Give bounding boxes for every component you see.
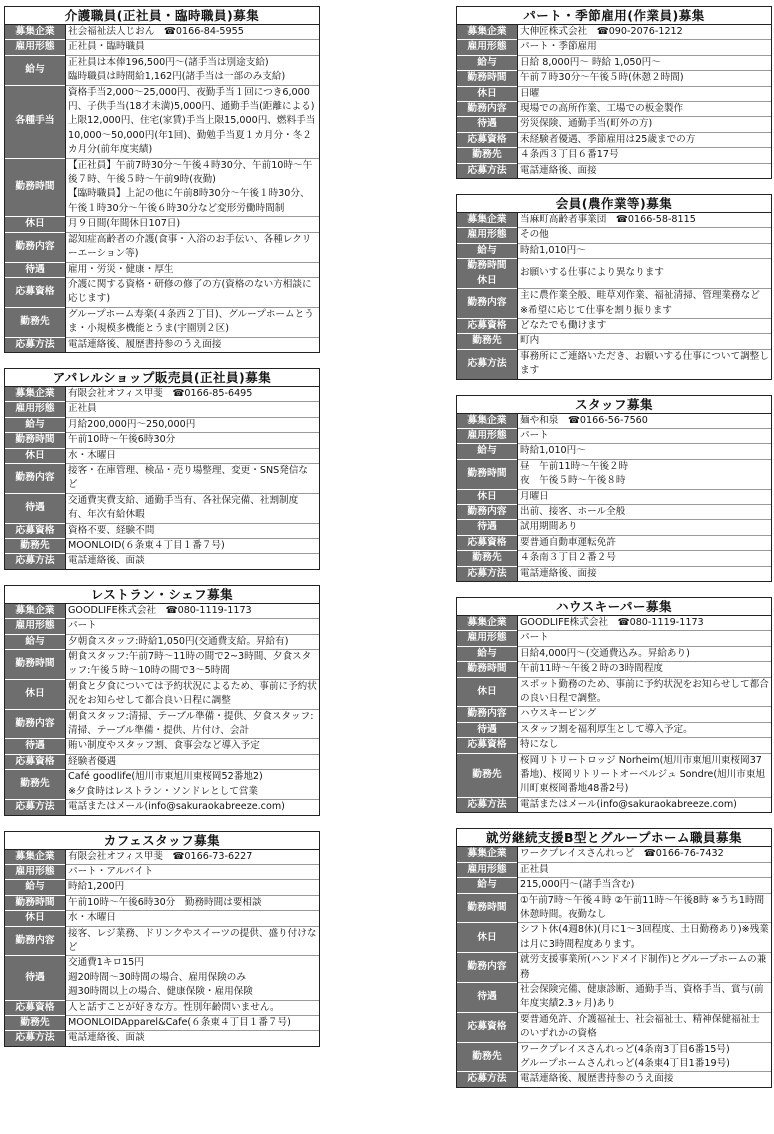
table-row bbox=[5, 463, 319, 493]
row-value: 日曜 bbox=[518, 86, 772, 101]
table-row bbox=[457, 71, 771, 86]
row-label: 募集企業 bbox=[457, 213, 518, 228]
table-row bbox=[457, 504, 771, 519]
row-value: 日給 8,000円〜 時給 1,050円〜 bbox=[518, 55, 772, 70]
table-row bbox=[457, 1072, 771, 1087]
row-value: 接客・在庫管理、検品・売り場整理、変更・SNS発信など bbox=[66, 463, 320, 493]
row-label: 勤務内容 bbox=[5, 709, 66, 739]
table-row bbox=[457, 459, 771, 489]
row-label: 雇用形態 bbox=[457, 228, 518, 243]
right-column bbox=[456, 6, 772, 1103]
row-label: 応募方法 bbox=[5, 800, 66, 815]
table-row bbox=[457, 722, 771, 737]
row-value: パート bbox=[66, 619, 320, 634]
table-row bbox=[457, 25, 771, 40]
table-row bbox=[5, 25, 319, 40]
table-row bbox=[457, 566, 771, 581]
row-label: 勤務先 bbox=[457, 551, 518, 566]
job-listing-title: アパレルショップ販売員(正社員)募集 bbox=[5, 369, 319, 387]
row-value: グループホーム寿楽(４条西２丁目)、グループホームとうま・小規模多機能とうま(宇園別２区) bbox=[66, 307, 320, 337]
row-value: パート・季節雇用 bbox=[518, 40, 772, 55]
table-row bbox=[457, 259, 771, 289]
table-row bbox=[457, 318, 771, 333]
job-listing bbox=[456, 194, 772, 379]
row-value: 電話連絡後、履歴書持参のうえ面接 bbox=[66, 337, 320, 352]
row-value: お願いする仕事により異なります bbox=[518, 259, 772, 289]
row-value: 有限会社オフィス甲斐 ☎0166-85-6495 bbox=[66, 387, 320, 402]
row-label: 休日 bbox=[5, 217, 66, 232]
row-value: 215,000円〜(諸手当含む) bbox=[518, 878, 772, 893]
row-label: 給与 bbox=[457, 444, 518, 459]
row-label: 応募資格 bbox=[457, 132, 518, 147]
row-label: 雇用形態 bbox=[5, 40, 66, 55]
job-detail-table bbox=[5, 604, 319, 815]
row-label: 勤務先 bbox=[457, 1042, 518, 1072]
row-label: 応募方法 bbox=[457, 797, 518, 812]
row-value: 日給4,000円〜(交通費込み。昇給あり) bbox=[518, 646, 772, 661]
row-value: 接客、レジ業務、ドリンクやスイーツの提供、盛り付けなど bbox=[66, 926, 320, 956]
table-row bbox=[5, 679, 319, 709]
table-row bbox=[5, 754, 319, 769]
row-value: ４条南３丁目２番２号 bbox=[518, 551, 772, 566]
job-listing bbox=[4, 6, 320, 353]
row-label: 給与 bbox=[457, 55, 518, 70]
row-value: MOONLOIDApparel&Cafe(６条東４丁目１番７号) bbox=[66, 1015, 320, 1030]
table-row bbox=[457, 228, 771, 243]
row-label: 休日 bbox=[457, 86, 518, 101]
table-row bbox=[5, 850, 319, 865]
job-detail-table bbox=[457, 847, 771, 1087]
table-row bbox=[5, 217, 319, 232]
row-value: 交通費実費支給、通勤手当有、各社保完備、社割制度有、年次有給休暇 bbox=[66, 493, 320, 523]
table-row bbox=[5, 554, 319, 569]
row-value: 桜岡リトリートロッジ Norheim(旭川市東旭川東桜岡37番地)、桜岡リトリートオーベルジュ Sondre(旭川市東旭川町東桜岡番地48番2号) bbox=[518, 753, 772, 797]
row-label: 募集企業 bbox=[5, 850, 66, 865]
row-label: 給与 bbox=[5, 880, 66, 895]
row-value: 月９日間(年間休日107日) bbox=[66, 217, 320, 232]
row-label: 募集企業 bbox=[5, 25, 66, 40]
row-label: 待遇 bbox=[457, 117, 518, 132]
table-row bbox=[5, 619, 319, 634]
row-value: 昼 午前11時〜午後２時 夜 午後５時〜午後８時 bbox=[518, 459, 772, 489]
table-row bbox=[5, 539, 319, 554]
row-label: 待遇 bbox=[457, 722, 518, 737]
row-label: 勤務内容 bbox=[457, 504, 518, 519]
job-listing-title: 会員(農作業等)募集 bbox=[457, 195, 771, 213]
left-column bbox=[4, 6, 320, 1062]
table-row bbox=[457, 414, 771, 429]
row-label: 休日 bbox=[457, 489, 518, 504]
job-detail-table bbox=[5, 850, 319, 1046]
row-value: 未経験者優遇、季節雇用は25歳までの方 bbox=[518, 132, 772, 147]
row-value: 【正社員】午前7時30分〜午後４時30分、午前10時〜午後７時、午後５時〜午前9時(夜勤) 【臨時職員】上記の他に午前8時30分〜午後１時30分、午後１時30分〜午後６時30分など変形労働時間制 bbox=[66, 158, 320, 217]
table-row bbox=[457, 243, 771, 258]
row-label: 給与 bbox=[5, 417, 66, 432]
job-detail-table bbox=[457, 25, 771, 178]
table-row bbox=[5, 709, 319, 739]
table-row bbox=[5, 387, 319, 402]
row-value: 朝食と夕食については予約状況によるため、事前に予約状況をお知らせして都合良い日程に調整 bbox=[66, 679, 320, 709]
table-row bbox=[457, 847, 771, 862]
row-label: 応募資格 bbox=[5, 277, 66, 307]
job-detail-table bbox=[457, 213, 771, 378]
table-row bbox=[457, 631, 771, 646]
table-row bbox=[5, 1000, 319, 1015]
row-label: 給与 bbox=[5, 55, 66, 85]
table-row bbox=[457, 489, 771, 504]
table-row bbox=[457, 982, 771, 1012]
job-listing bbox=[456, 597, 772, 813]
table-row bbox=[457, 878, 771, 893]
row-value: 午前10時〜午後6時30分 bbox=[66, 433, 320, 448]
row-value: 電話連絡後、面談 bbox=[66, 1031, 320, 1046]
row-label: 応募方法 bbox=[5, 337, 66, 352]
table-row bbox=[457, 1012, 771, 1042]
row-label: 応募資格 bbox=[5, 754, 66, 769]
row-value: 電話連絡後、面談 bbox=[66, 554, 320, 569]
job-listing-title: レストラン・シェフ募集 bbox=[5, 586, 319, 604]
row-value: GOODLIFE株式会社 ☎080-1119-1173 bbox=[518, 616, 772, 631]
row-label: 勤務時間 bbox=[5, 433, 66, 448]
row-value: ワークプレイスさんれっど(4条南3丁目6番15号) グループホームさんれっど(4条東4丁目1番19号) bbox=[518, 1042, 772, 1072]
table-row bbox=[5, 262, 319, 277]
table-row bbox=[5, 402, 319, 417]
row-label: 勤務内容 bbox=[5, 926, 66, 956]
table-row bbox=[5, 307, 319, 337]
row-label: 応募方法 bbox=[5, 554, 66, 569]
row-value: 月曜日 bbox=[518, 489, 772, 504]
table-row bbox=[5, 85, 319, 158]
table-row bbox=[5, 864, 319, 879]
row-label: 待遇 bbox=[5, 262, 66, 277]
table-row bbox=[5, 739, 319, 754]
row-label: 待遇 bbox=[457, 982, 518, 1012]
job-listing bbox=[4, 368, 320, 570]
table-row bbox=[457, 40, 771, 55]
row-label: 応募方法 bbox=[5, 1031, 66, 1046]
row-value: 事務所にご連絡いただき、お願いする仕事について調整します bbox=[518, 349, 772, 378]
table-row bbox=[5, 417, 319, 432]
job-listing-title: カフェスタッフ募集 bbox=[5, 832, 319, 850]
table-row bbox=[457, 102, 771, 117]
table-row bbox=[5, 1015, 319, 1030]
row-label: 待遇 bbox=[5, 493, 66, 523]
row-label: 勤務時間 bbox=[5, 895, 66, 910]
job-listing-title: スタッフ募集 bbox=[457, 396, 771, 414]
row-label: 応募資格 bbox=[457, 738, 518, 753]
row-value: 労災保険、通勤手当(町外の方) bbox=[518, 117, 772, 132]
table-row bbox=[5, 895, 319, 910]
table-row bbox=[5, 277, 319, 307]
table-row bbox=[457, 334, 771, 349]
table-row bbox=[457, 677, 771, 707]
job-detail-table bbox=[457, 414, 771, 581]
job-detail-table bbox=[457, 616, 771, 812]
row-label: 応募方法 bbox=[457, 163, 518, 178]
job-listing bbox=[4, 831, 320, 1047]
table-row bbox=[457, 132, 771, 147]
table-row bbox=[457, 444, 771, 459]
table-row bbox=[457, 163, 771, 178]
row-value: 賄い制度やスタッフ割、食事会など導入予定 bbox=[66, 739, 320, 754]
table-row bbox=[457, 148, 771, 163]
row-label: 勤務時間 bbox=[457, 893, 518, 923]
row-value: 社会福祉法人じおん ☎0166-84-5955 bbox=[66, 25, 320, 40]
row-value: 午前７時30分〜午後５時(休憩２時間) bbox=[518, 71, 772, 86]
job-listing bbox=[4, 585, 320, 816]
row-label: 雇用形態 bbox=[5, 402, 66, 417]
row-label: 募集企業 bbox=[457, 25, 518, 40]
row-label: 勤務先 bbox=[5, 539, 66, 554]
row-value: 試用期間あり bbox=[518, 520, 772, 535]
row-label: 勤務内容 bbox=[457, 707, 518, 722]
table-row bbox=[5, 448, 319, 463]
table-row bbox=[457, 707, 771, 722]
job-listing bbox=[456, 395, 772, 582]
table-row bbox=[457, 349, 771, 378]
table-row bbox=[457, 953, 771, 983]
row-label: 勤務時間 bbox=[457, 71, 518, 86]
row-value: 社会保険完備、健康診断、通勤手当、資格手当、賞与(前年度実績2.3ヶ月)あり bbox=[518, 982, 772, 1012]
table-row bbox=[457, 893, 771, 923]
row-value: 主に農作業全般、畦草刈作業、福祉清掃、管理業務など ※希望に応じて仕事を割り振ります bbox=[518, 289, 772, 319]
row-value: 午前10時〜午後6時30分 勤務時間は要相談 bbox=[66, 895, 320, 910]
row-value: スタッフ割を福利厚生として導入予定。 bbox=[518, 722, 772, 737]
row-value: 就労支援事業所(ハンドメイド制作)とグループホームの兼務 bbox=[518, 953, 772, 983]
row-label: 勤務内容 bbox=[457, 953, 518, 983]
row-label: 応募資格 bbox=[5, 523, 66, 538]
job-listing-title: 介護職員(正社員・臨時職員)募集 bbox=[5, 7, 319, 25]
row-label: 休日 bbox=[457, 677, 518, 707]
row-value: 電話またはメール(info@sakuraokabreeze.com) bbox=[518, 797, 772, 812]
row-value: 午前11時〜午後２時の3時間程度 bbox=[518, 662, 772, 677]
table-row bbox=[457, 616, 771, 631]
table-row bbox=[5, 40, 319, 55]
row-value: 正社員・臨時職員 bbox=[66, 40, 320, 55]
row-value: MOONLOID(６条東４丁目１番７号) bbox=[66, 539, 320, 554]
row-value: パート・アルバイト bbox=[66, 864, 320, 879]
table-row bbox=[5, 158, 319, 217]
row-label: 勤務先 bbox=[5, 1015, 66, 1030]
row-value: 電話連絡後、履歴書持参のうえ面接 bbox=[518, 1072, 772, 1087]
row-value: 水・木曜日 bbox=[66, 911, 320, 926]
row-value: 朝食スタッフ:午前7時〜11時の間で2~3時間、夕食スタッフ:午後５時〜10時の間で3〜5時間 bbox=[66, 650, 320, 680]
row-label: 勤務先 bbox=[457, 334, 518, 349]
row-label: 募集企業 bbox=[5, 604, 66, 619]
row-value: どなたでも働けます bbox=[518, 318, 772, 333]
row-value: 大伸匠株式会社 ☎090-2076-1212 bbox=[518, 25, 772, 40]
table-row bbox=[5, 956, 319, 1000]
job-listing-title: 就労継続支援B型とグループホーム職員募集 bbox=[457, 829, 771, 847]
table-row bbox=[5, 433, 319, 448]
table-row bbox=[5, 604, 319, 619]
table-row bbox=[457, 923, 771, 953]
row-label: 勤務時間 bbox=[457, 662, 518, 677]
table-row bbox=[457, 753, 771, 797]
row-value: 時給1,200円 bbox=[66, 880, 320, 895]
job-detail-table bbox=[5, 25, 319, 352]
row-label: 勤務内容 bbox=[457, 102, 518, 117]
row-label: 勤務内容 bbox=[5, 463, 66, 493]
row-value: 認知症高齢者の介護(食事・入浴のお手伝い、各種レクリーエーション等) bbox=[66, 232, 320, 262]
job-listing-title: ハウスキーパー募集 bbox=[457, 598, 771, 616]
row-value: 夕朝食スタッフ:時給1,050円(交通費支給。昇給有) bbox=[66, 634, 320, 649]
row-label: 給与 bbox=[457, 646, 518, 661]
row-value: 資格不要、経験不問 bbox=[66, 523, 320, 538]
table-row bbox=[5, 650, 319, 680]
job-listing bbox=[456, 828, 772, 1088]
job-listing bbox=[456, 6, 772, 179]
row-value: 電話連絡後、面接 bbox=[518, 163, 772, 178]
row-label: 勤務先 bbox=[5, 307, 66, 337]
row-value: 有限会社オフィス甲斐 ☎0166-73-6227 bbox=[66, 850, 320, 865]
table-row bbox=[457, 428, 771, 443]
row-label: 勤務内容 bbox=[457, 289, 518, 319]
row-value: ４条西３丁目６番17号 bbox=[518, 148, 772, 163]
table-row bbox=[5, 1031, 319, 1046]
row-value: 現場での高所作業、工場での板金製作 bbox=[518, 102, 772, 117]
table-row bbox=[5, 634, 319, 649]
table-row bbox=[457, 551, 771, 566]
table-row bbox=[5, 523, 319, 538]
row-label: 勤務内容 bbox=[5, 232, 66, 262]
table-row bbox=[5, 800, 319, 815]
table-row bbox=[457, 646, 771, 661]
table-row bbox=[5, 493, 319, 523]
row-label: 募集企業 bbox=[457, 847, 518, 862]
row-label: 勤務時間 休日 bbox=[457, 259, 518, 289]
row-label: 待遇 bbox=[5, 739, 66, 754]
row-value: 水・木曜日 bbox=[66, 448, 320, 463]
row-value: スポット勤務のため、事前に予約状況をお知らせして都合の良い日程で調整。 bbox=[518, 677, 772, 707]
table-row bbox=[457, 662, 771, 677]
row-value: 資格手当2,000〜25,000円、夜勤手当１回につき6,000円、子供手当(18才未満)5,000円、通勤手当(距離による)上限12,000円、住宅(家賃)手当上限15,000円、燃料手当10,000〜50,000円(年1回)、勤勉手当夏１カ月分・冬２カ月分(前年度実績) bbox=[66, 85, 320, 158]
row-value: 正社員 bbox=[518, 862, 772, 877]
row-label: 給与 bbox=[5, 634, 66, 649]
table-row bbox=[5, 911, 319, 926]
row-label: 給与 bbox=[457, 878, 518, 893]
row-label: 勤務先 bbox=[457, 148, 518, 163]
row-value: 町内 bbox=[518, 334, 772, 349]
row-value: シフト休(4週8休)(月に1〜3回程度、土日勤務あり)※残業は月に3時間程度あります。 bbox=[518, 923, 772, 953]
row-value: 麺や和泉 ☎0166-56-7560 bbox=[518, 414, 772, 429]
row-value: Café goodlife(旭川市東旭川東桜岡52番地2) ※夕食時はレストラン・ソンドレとして営業 bbox=[66, 770, 320, 800]
table-row bbox=[5, 55, 319, 85]
row-value: 出前、接客、ホール全般 bbox=[518, 504, 772, 519]
row-label: 給与 bbox=[457, 243, 518, 258]
row-label: 募集企業 bbox=[457, 414, 518, 429]
table-row bbox=[457, 86, 771, 101]
row-label: 応募資格 bbox=[457, 318, 518, 333]
row-label: 募集企業 bbox=[5, 387, 66, 402]
row-label: 待遇 bbox=[5, 956, 66, 1000]
row-label: 勤務先 bbox=[457, 753, 518, 797]
row-value: 時給1,010円〜 bbox=[518, 444, 772, 459]
row-value: 要普通免許、介護福祉士、社会福祉士、精神保健福祉士のいずれかの資格 bbox=[518, 1012, 772, 1042]
row-value: パート bbox=[518, 428, 772, 443]
row-label: 応募資格 bbox=[457, 1012, 518, 1042]
row-label: 勤務時間 bbox=[457, 459, 518, 489]
row-label: 待遇 bbox=[457, 520, 518, 535]
row-value: 特になし bbox=[518, 738, 772, 753]
row-value: 経験者優遇 bbox=[66, 754, 320, 769]
row-label: 勤務時間 bbox=[5, 158, 66, 217]
row-label: 応募方法 bbox=[457, 1072, 518, 1087]
row-label: 応募資格 bbox=[457, 535, 518, 550]
row-value: ①午前7時〜午後４時 ②午前11時〜午後8時 ※うち1時間休憩時間。夜勤なし bbox=[518, 893, 772, 923]
job-listing-title: パート・季節雇用(作業員)募集 bbox=[457, 7, 771, 25]
table-row bbox=[457, 535, 771, 550]
table-row bbox=[457, 117, 771, 132]
row-value: 交通費1キロ15円 週20時間〜30時間の場合、雇用保険のみ 週30時間以上の場合、健康保険・雇用保険 bbox=[66, 956, 320, 1000]
table-row bbox=[5, 770, 319, 800]
table-row bbox=[5, 880, 319, 895]
table-row bbox=[457, 55, 771, 70]
row-label: 各種手当 bbox=[5, 85, 66, 158]
row-label: 雇用形態 bbox=[457, 428, 518, 443]
row-label: 休日 bbox=[457, 923, 518, 953]
table-row bbox=[457, 797, 771, 812]
row-label: 応募資格 bbox=[5, 1000, 66, 1015]
table-row bbox=[5, 337, 319, 352]
table-row bbox=[457, 862, 771, 877]
table-row bbox=[5, 926, 319, 956]
row-label: 勤務時間 bbox=[5, 650, 66, 680]
row-value: 時給1,010円〜 bbox=[518, 243, 772, 258]
table-row bbox=[5, 232, 319, 262]
row-value: 電話またはメール(info@sakuraokabreeze.com) bbox=[66, 800, 320, 815]
row-value: ワークプレイスさんれっど ☎0166-76-7432 bbox=[518, 847, 772, 862]
row-label: 雇用形態 bbox=[457, 631, 518, 646]
row-value: その他 bbox=[518, 228, 772, 243]
row-value: GOODLIFE株式会社 ☎080-1119-1173 bbox=[66, 604, 320, 619]
row-label: 勤務先 bbox=[5, 770, 66, 800]
row-label: 雇用形態 bbox=[457, 40, 518, 55]
row-value: 月給200,000円〜250,000円 bbox=[66, 417, 320, 432]
row-label: 雇用形態 bbox=[457, 862, 518, 877]
row-label: 募集企業 bbox=[457, 616, 518, 631]
job-detail-table bbox=[5, 387, 319, 569]
row-value: 電話連絡後、面接 bbox=[518, 566, 772, 581]
row-value: 正社員は本俸196,500円〜(諸手当は別途支給) 臨時職員は時間給1,162円(諸手当は一部のみ支給) bbox=[66, 55, 320, 85]
row-label: 休日 bbox=[5, 911, 66, 926]
row-label: 応募方法 bbox=[457, 349, 518, 378]
row-value: 介護に関する資格・研修の修了の方(資格のない方相談に応じます) bbox=[66, 277, 320, 307]
row-value: 朝食スタッフ:清掃、テーブル準備・提供、夕食スタッフ:清掃、テーブル準備・提供、片付け、会計 bbox=[66, 709, 320, 739]
row-value: 人と話すことが好きな方。性別年齢問いません。 bbox=[66, 1000, 320, 1015]
row-value: 要普通自動車運転免許 bbox=[518, 535, 772, 550]
row-label: 休日 bbox=[5, 679, 66, 709]
row-label: 雇用形態 bbox=[5, 864, 66, 879]
row-value: ハウスキーピング bbox=[518, 707, 772, 722]
row-value: 当麻町高齢者事業団 ☎0166-58-8115 bbox=[518, 213, 772, 228]
row-value: パート bbox=[518, 631, 772, 646]
table-row bbox=[457, 520, 771, 535]
row-label: 休日 bbox=[5, 448, 66, 463]
row-value: 雇用・労災・健康・厚生 bbox=[66, 262, 320, 277]
table-row bbox=[457, 1042, 771, 1072]
table-row bbox=[457, 738, 771, 753]
row-label: 応募方法 bbox=[457, 566, 518, 581]
table-row bbox=[457, 289, 771, 319]
table-row bbox=[457, 213, 771, 228]
row-value: 正社員 bbox=[66, 402, 320, 417]
row-label: 雇用形態 bbox=[5, 619, 66, 634]
